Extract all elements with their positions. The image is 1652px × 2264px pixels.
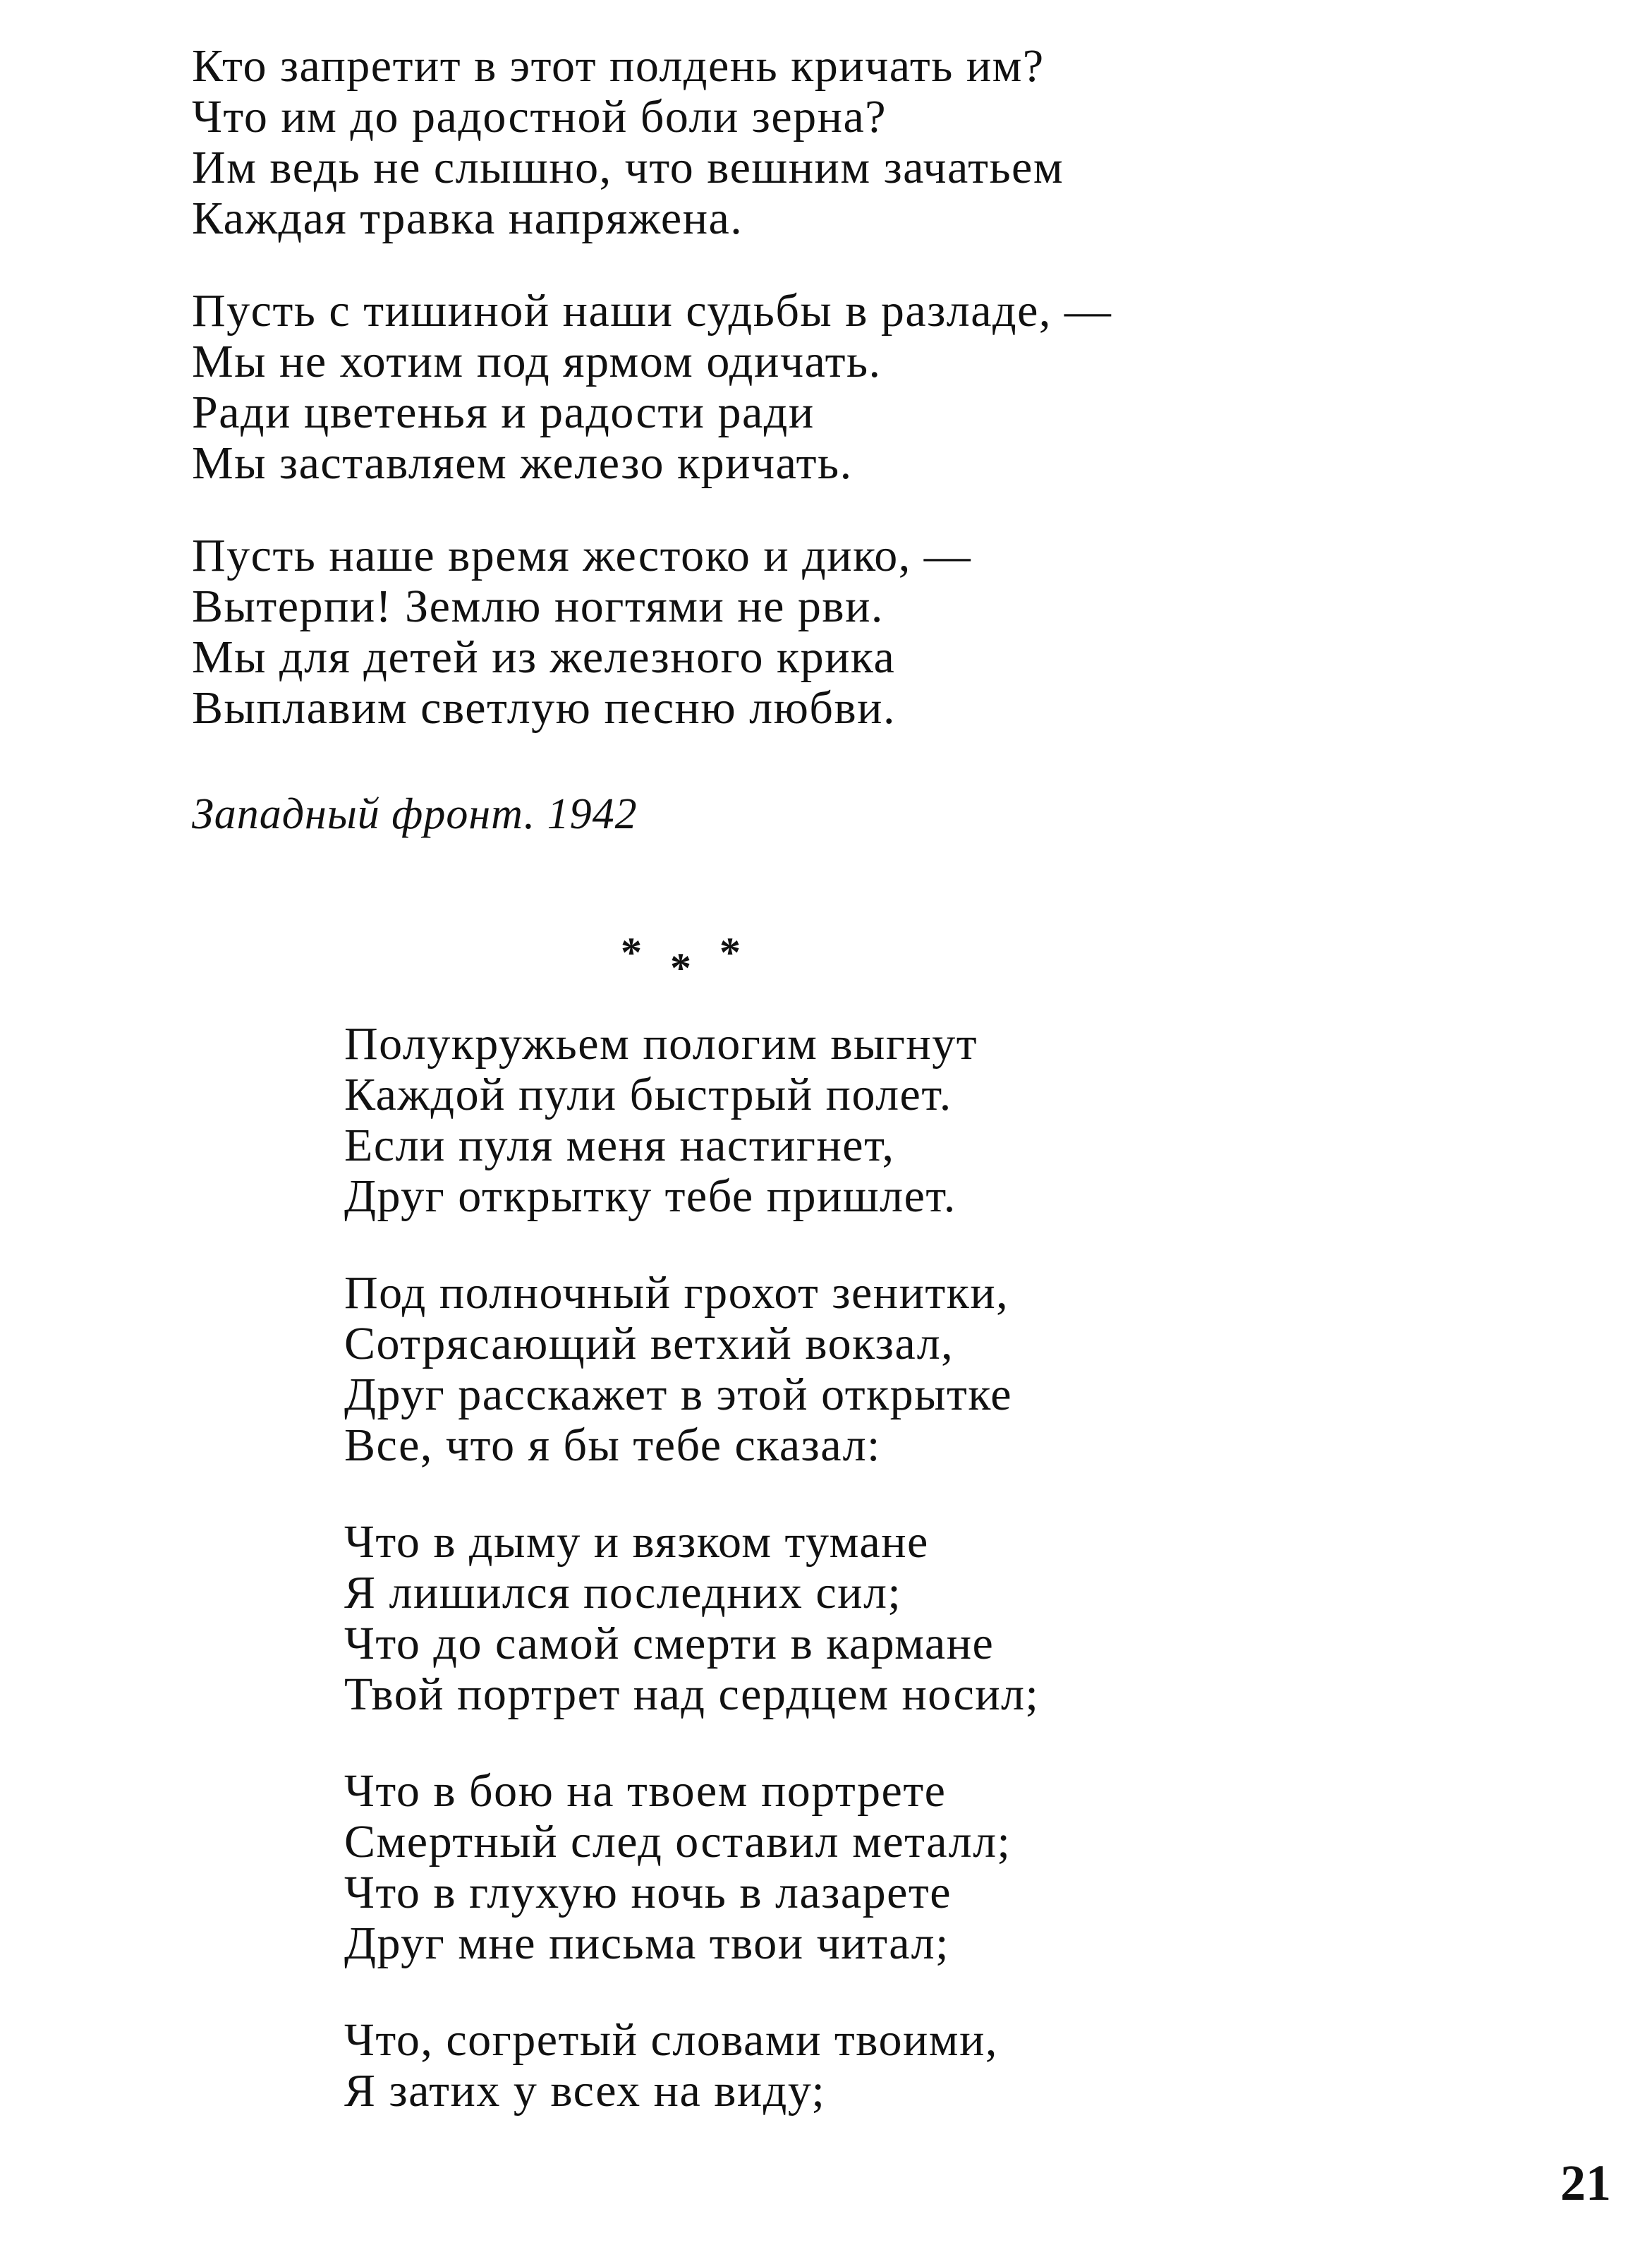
poem2-stanza-3 xyxy=(344,1517,1039,1720)
verse-line: Каждой пули быстрый полет. xyxy=(344,1069,952,1120)
verse-line: Пусть наше время жестоко и дико, — xyxy=(192,530,972,581)
verse-line: Мы заставляем железо кричать. xyxy=(192,437,853,489)
verse-line: Ради цветенья и радости ради xyxy=(192,387,815,438)
verse-line: Пусть с тишиной наши судьбы в разладе, — xyxy=(192,285,1112,337)
separator-asterisk: * xyxy=(621,929,642,976)
poem1-stanza-1 xyxy=(192,41,1064,244)
verse-line: Что в дыму и вязком тумане xyxy=(344,1516,929,1568)
verse-line: Я лишился последних сил; xyxy=(344,1567,902,1618)
verse-line: Вытерпи! Землю ногтями не рви. xyxy=(192,581,884,632)
poem1-stanza-3 xyxy=(192,531,971,734)
verse-line: Каждая травка напряжена. xyxy=(192,193,743,244)
verse-line: Им ведь не слышно, что вешним зачатьем xyxy=(192,142,1064,193)
verse-line: Что в бою на твоем портрете xyxy=(344,1765,947,1817)
poem2-stanza-5 xyxy=(344,2015,998,2117)
separator-asterisk: * xyxy=(670,945,691,991)
verse-line: Твой портрет над сердцем носил; xyxy=(344,1669,1040,1720)
verse-line: Под полночный грохот зенитки, xyxy=(344,1267,1009,1319)
poem2-stanza-2 xyxy=(344,1268,1012,1471)
section-separator xyxy=(621,931,748,995)
poem1-signature: Западный фронт. 1942 xyxy=(192,790,638,838)
verse-line: Я затих у всех на виду; xyxy=(344,2065,826,2117)
poem2-stanza-4 xyxy=(344,1766,1011,1969)
verse-line: Что, согретый словами твоими, xyxy=(344,2014,998,2066)
verse-line: Что в глухую ночь в лазарете xyxy=(344,1867,952,1918)
verse-line: Друг открытку тебе пришлет. xyxy=(344,1170,956,1222)
verse-line: Что им до радостной боли зерна? xyxy=(192,91,887,143)
page-number: 21 xyxy=(1560,2155,1611,2211)
verse-line: Что до самой смерти в кармане xyxy=(344,1618,995,1669)
poem1-stanza-2 xyxy=(192,286,1112,489)
verse-line: Выплавим светлую песню любви. xyxy=(192,682,896,734)
poem2-stanza-1 xyxy=(344,1019,978,1222)
verse-line: Сотрясающий ветхий вокзал, xyxy=(344,1318,954,1369)
verse-line: Если пуля меня настигнет, xyxy=(344,1120,895,1171)
separator-asterisk: * xyxy=(719,929,741,976)
verse-line: Мы для детей из железного крика xyxy=(192,631,896,683)
verse-line: Полукружьем пологим выгнут xyxy=(344,1018,978,1070)
verse-line: Друг мне письма твои читал; xyxy=(344,1918,949,1969)
verse-line: Мы не хотим под ярмом одичать. xyxy=(192,336,882,387)
verse-line: Друг расскажет в этой открытке xyxy=(344,1369,1013,1420)
verse-line: Кто запретит в этот полдень кричать им? xyxy=(192,40,1045,92)
verse-line: Смертный след оставил металл; xyxy=(344,1816,1012,1868)
verse-line: Все, что я бы тебе сказал: xyxy=(344,1419,881,1471)
